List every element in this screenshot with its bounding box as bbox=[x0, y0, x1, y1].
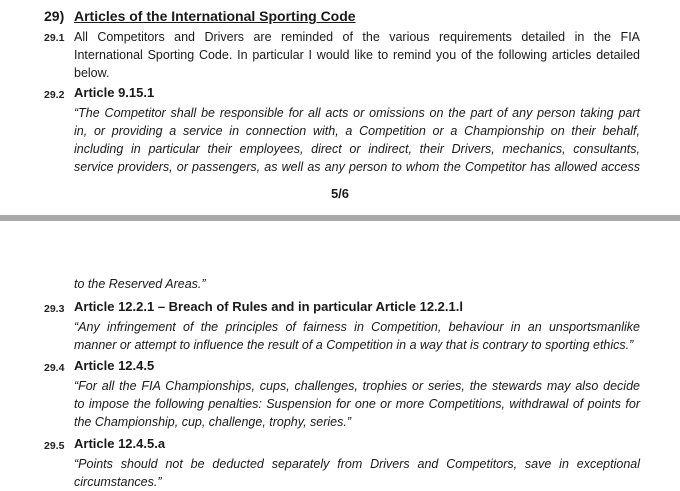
item-29-3-heading: Article 12.2.1 – Breach of Rules and in particular Article 12.2.1.l bbox=[74, 299, 463, 314]
page-separator bbox=[0, 215, 680, 221]
item-29-4-quote-line-3: the Championship, cup, challenge, trophy, series.” bbox=[74, 415, 352, 429]
section-heading bbox=[44, 8, 356, 24]
item-29-2-quote-line-2: in, or providing a service in connection with, a Competition or a Championship on their behalf, bbox=[74, 124, 640, 138]
item-29-3-number: 29.3 bbox=[44, 303, 65, 315]
item-29-2-quote-line-4: service providers, or passengers, as well as any person to whom the Competitor has allowed access bbox=[74, 160, 640, 174]
item-29-1-text bbox=[74, 28, 640, 82]
item-29-4-number: 29.4 bbox=[44, 362, 65, 374]
item-29-4-heading: Article 12.4.5 bbox=[74, 358, 155, 373]
item-29-1-line-1: All Competitors and Drivers are reminded of the various requirements detailed in the FIA bbox=[74, 30, 640, 44]
item-29-2-quote-continuation: to the Reserved Areas.” bbox=[74, 277, 206, 291]
item-29-5-heading: Article 12.4.5.a bbox=[74, 436, 166, 451]
item-29-1-number: 29.1 bbox=[44, 32, 65, 44]
item-29-1-line-3: below. bbox=[74, 66, 110, 80]
document-page-5 bbox=[0, 0, 680, 216]
item-29-3-quote-line-1: “Any infringement of the principles of fairness in Competition, behaviour in an unsportsmanlike bbox=[74, 320, 640, 334]
document-page-6 bbox=[0, 222, 680, 490]
item-29-1-line-2: International Sporting Code. In particular I would like to remind you of the following articles detailed bbox=[74, 48, 640, 62]
item-29-5-quote-line-1: “Points should not be deducted separately from Drivers and Competitors, save in exceptional bbox=[74, 457, 640, 471]
item-29-3-quote bbox=[74, 318, 640, 354]
item-29-4-quote bbox=[74, 377, 640, 431]
item-29-5-number: 29.5 bbox=[44, 440, 65, 452]
item-29-2-quote-line-1: “The Competitor shall be responsible for all acts or omissions on the part of any person taking part bbox=[74, 106, 640, 120]
item-29-5-quote-line-2: circumstances.” bbox=[74, 475, 162, 489]
item-29-4-quote-line-2: to impose the following penalties: Suspension for one or more Competitions, withdrawal of points for bbox=[74, 397, 640, 411]
item-29-5-quote bbox=[74, 455, 640, 491]
item-29-2-heading: Article 9.15.1 bbox=[74, 85, 155, 100]
item-29-2-quote-line-3: including in particular their employees, direct or indirect, their Drivers, mechanics, consultants, bbox=[74, 142, 640, 156]
item-29-4-quote-line-1: “For all the FIA Championships, cups, challenges, trophies or series, the stewards may also decide bbox=[74, 379, 640, 393]
section-number: 29) bbox=[44, 8, 65, 24]
page-number: 5/6 bbox=[330, 186, 350, 201]
item-29-2-number: 29.2 bbox=[44, 89, 65, 101]
section-title: Articles of the International Sporting Code bbox=[74, 8, 356, 24]
item-29-3-quote-line-2: manner or attempt to influence the result of a Competition in a way that is contrary to sporting ethics.” bbox=[74, 338, 634, 352]
item-29-2-quote bbox=[74, 104, 640, 176]
